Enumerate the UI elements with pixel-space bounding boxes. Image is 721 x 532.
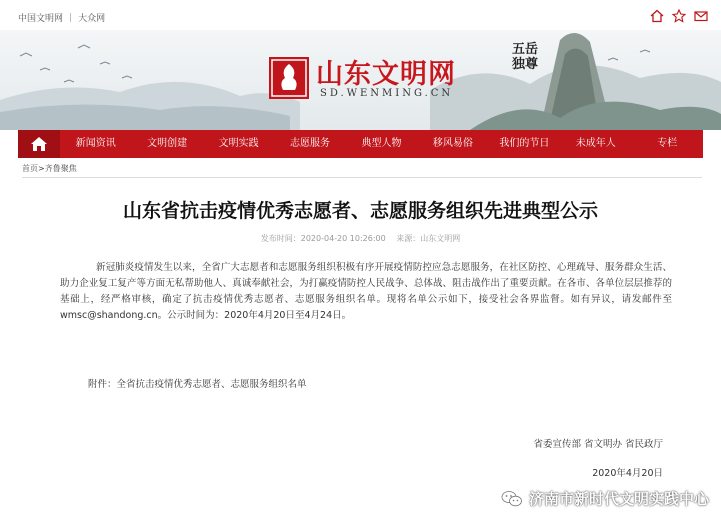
nav-item-volunteer-service[interactable]: 志愿服务 bbox=[290, 138, 331, 149]
signature-date: 2020年4月20日 bbox=[592, 468, 663, 479]
article-body bbox=[60, 260, 672, 324]
breadcrumb[interactable]: 首页>齐鲁聚焦 bbox=[22, 163, 702, 178]
nav-item-columns[interactable]: 专栏 bbox=[657, 138, 678, 149]
nav-item-festivals[interactable]: 我们的节日 bbox=[499, 138, 550, 149]
site-logo[interactable] bbox=[268, 56, 310, 100]
nav-home[interactable] bbox=[18, 130, 60, 158]
top-links bbox=[18, 11, 105, 24]
nav-item-civilization-practice[interactable]: 文明实践 bbox=[218, 138, 259, 149]
wechat-icon bbox=[501, 490, 523, 508]
nav-item-customs[interactable]: 移风易俗 bbox=[432, 138, 473, 149]
watermark-text: 济南市新时代文明实践中心 bbox=[528, 490, 709, 508]
mail-icon[interactable] bbox=[693, 8, 709, 24]
site-subtitle: SD.WENMING.CN bbox=[320, 88, 454, 99]
top-icons bbox=[649, 8, 709, 24]
link-china-wenming[interactable]: 中国文明网 bbox=[18, 14, 64, 24]
site-title: 山东文明网 bbox=[316, 59, 456, 90]
article-title: 山东省抗击疫情优秀志愿者、志愿服务组织先进典型公示 bbox=[122, 200, 598, 222]
rock-inscription: 五岳独尊 bbox=[512, 42, 539, 72]
article-paragraph: 新冠肺炎疫情发生以来，全省广大志愿者和志愿服务组织积极有序开展疫情防控应急志愿服务，在社区防控、心理疏导、服务群众生活、助力企业复工复产等方面无私帮助他人、真诚奉献社会，为打赢疫情防控人民战争、总体战、阻击战作出了重要贡献。在各市、各单位层层推荐的基础上，经严格审核，确定了抗击疫情优秀志愿者、志愿服务组织名单。现将名单公示如下，接受社会各界监督。如有异议，请发邮件至wmsc@shandong.cn。公示时间为：2020年4月20日至4月24日。 bbox=[60, 262, 672, 321]
main-nav bbox=[18, 130, 703, 158]
home-icon[interactable] bbox=[649, 8, 665, 24]
star-icon[interactable] bbox=[671, 8, 687, 24]
nav-item-civilization-building[interactable]: 文明创建 bbox=[147, 138, 188, 149]
signatories: 省委宣传部 省文明办 省民政厅 bbox=[533, 439, 663, 450]
attachment-link[interactable]: 附件：全省抗击疫情优秀志愿者、志愿服务组织名单 bbox=[88, 379, 307, 390]
article-source: 来源：山东文明网 bbox=[396, 234, 461, 243]
link-dazhong[interactable]: 大众网 bbox=[78, 14, 106, 24]
publish-time: 发布时间：2020-04-20 10:26:00 bbox=[260, 234, 386, 243]
nav-item-news[interactable]: 新闻资讯 bbox=[75, 138, 116, 149]
link-separator: | bbox=[69, 12, 73, 23]
nav-item-minors[interactable]: 未成年人 bbox=[575, 138, 616, 149]
article-meta bbox=[0, 233, 721, 244]
wechat-watermark bbox=[501, 488, 709, 509]
nav-item-model-figures[interactable]: 典型人物 bbox=[361, 138, 402, 149]
home-icon bbox=[30, 136, 48, 152]
